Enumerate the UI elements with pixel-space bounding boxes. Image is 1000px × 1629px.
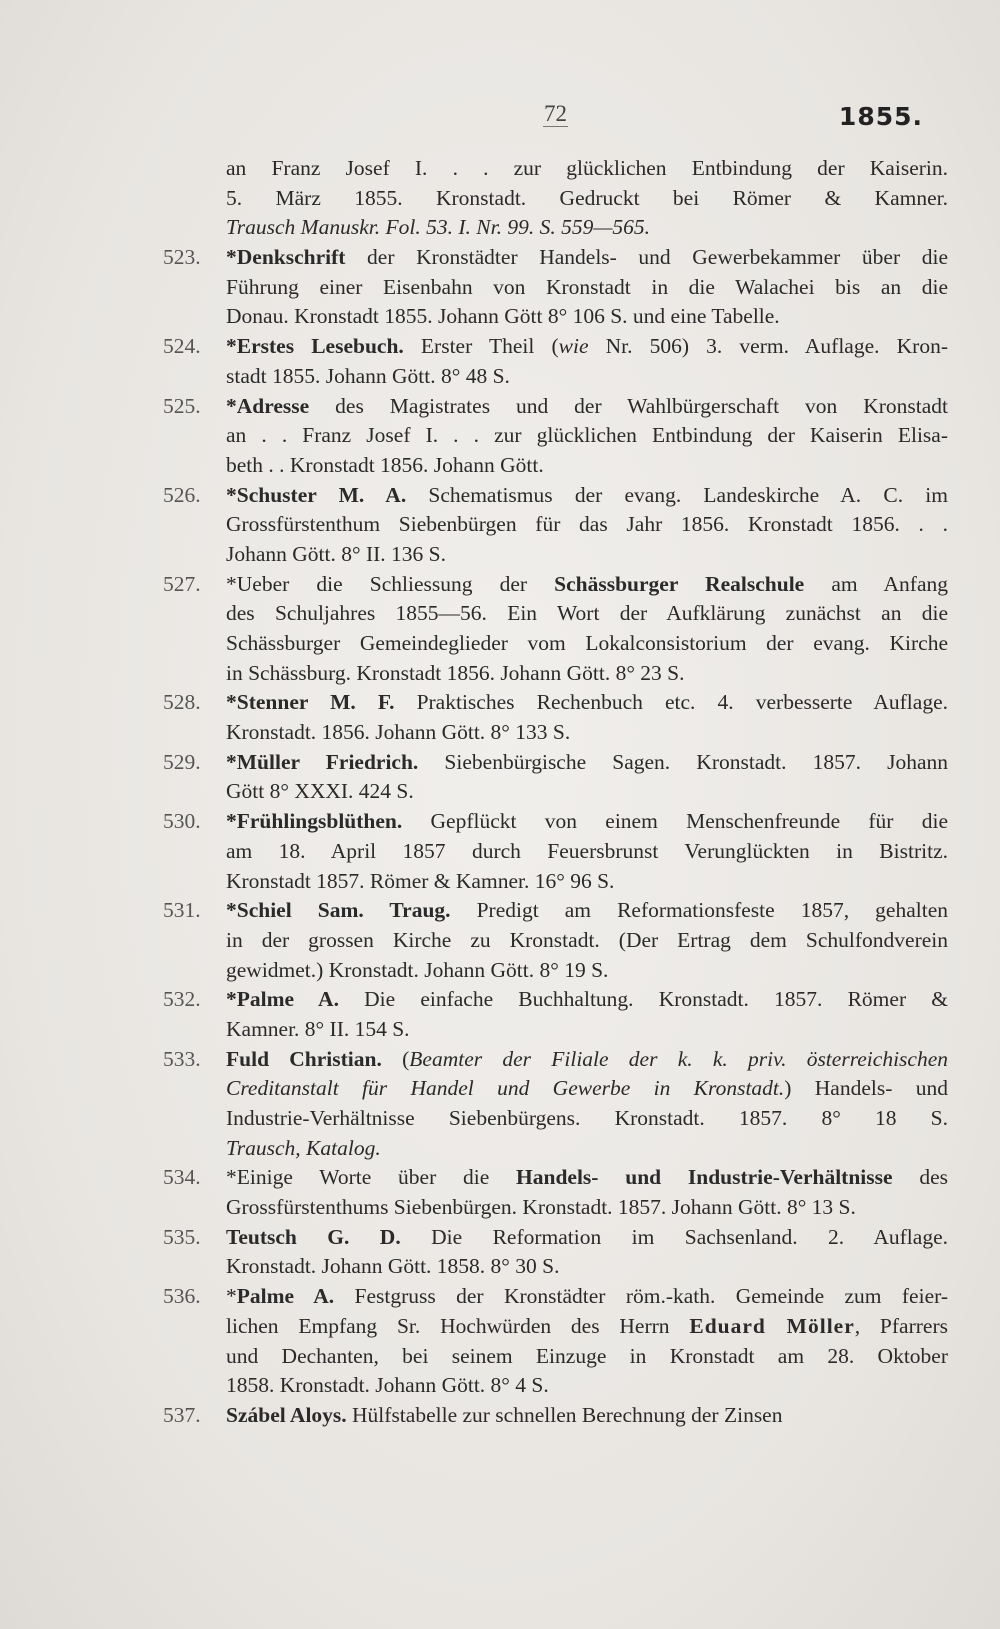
entry-text xyxy=(226,629,948,659)
entry-number: 529. xyxy=(163,749,201,774)
entry-segment: beth . . Kronstadt 1856. Johann Gött. xyxy=(226,452,544,477)
entry-italic-note: Beamter der Filiale der k. k. priv. österreichischen xyxy=(409,1046,948,1071)
entry-segment: an Franz Josef I. . . zur glücklichen Entbindung der Kaiserin. xyxy=(226,156,948,180)
entry-line xyxy=(0,926,1000,956)
bibliography-entry xyxy=(0,1282,1000,1401)
entry-text xyxy=(226,748,948,778)
entry-number: 528. xyxy=(163,690,201,715)
entry-segment: ( xyxy=(381,1046,410,1071)
bibliography-entry xyxy=(0,1401,1000,1431)
entry-segment: Industrie-Verhältnisse Siebenbürgens. Kronstadt. 1857. 8° 18 S. xyxy=(226,1106,948,1130)
entry-number: 527. xyxy=(163,571,201,596)
entry-number: 531. xyxy=(163,898,201,923)
entry-segment: * xyxy=(226,1284,237,1309)
entry-heading: *Erstes Lesebuch. xyxy=(226,334,404,359)
entry-segment: an . . Franz Josef I. . . zur glücklichen Entbindung der Kaiserin Elisa- xyxy=(226,423,948,448)
entry-segment: Die einfache Buchhaltung. Kronstadt. 1857. Römer & xyxy=(338,987,948,1012)
entry-segment: Erster Theil ( xyxy=(403,334,559,359)
entry-segment: Nr. 506) 3. verm. Auflage. Kron- xyxy=(588,334,948,359)
entry-text xyxy=(226,1015,948,1045)
bibliography-entry xyxy=(0,748,1000,807)
entry-text xyxy=(226,599,948,629)
entry-heading: Teutsch G. D. xyxy=(226,1224,401,1249)
entry-line xyxy=(0,421,1000,451)
entry-line xyxy=(0,1163,1000,1193)
entry-heading: Schässburger Realschule xyxy=(554,571,805,596)
bibliography-entry xyxy=(0,243,1000,332)
bibliography-entry xyxy=(0,688,1000,747)
entry-segment: Schässburger Gemeindeglieder vom Lokalconsistorium der evang. Kirche xyxy=(226,631,948,655)
entry-heading: *Stenner M. F. xyxy=(226,690,395,715)
entry-line xyxy=(0,243,1000,273)
entry-heading: Handels- und Industrie-Verhältnisse xyxy=(516,1165,893,1190)
entry-segment: Kronstadt 1857. Römer & Kamner. 16° 96 S. xyxy=(226,868,615,893)
entry-text xyxy=(226,718,948,748)
entry-line xyxy=(0,837,1000,867)
entry-text xyxy=(226,184,948,214)
entry-segment: am 18. April 1857 durch Feuersbrunst Verunglückten in Bistritz. xyxy=(226,838,948,863)
entry-line xyxy=(0,540,1000,570)
entry-number: 525. xyxy=(163,393,201,418)
entry-text xyxy=(226,1342,948,1372)
entry-line xyxy=(0,807,1000,837)
entry-line xyxy=(0,570,1000,600)
bibliography-entry xyxy=(0,807,1000,896)
entry-heading: *Schuster M. A. xyxy=(226,482,407,507)
entry-line xyxy=(0,867,1000,897)
entry-heading: Eduard Möller xyxy=(689,1313,855,1338)
bibliography-entry xyxy=(0,154,1000,243)
entry-segment: Johann Gött. 8° II. 136 S. xyxy=(226,541,447,566)
entry-segment: des Magistrates und der Wahlbürgerschaft von Kronstadt xyxy=(309,393,948,418)
entry-number: 532. xyxy=(163,987,201,1012)
entry-text xyxy=(226,451,948,481)
entry-line xyxy=(0,718,1000,748)
entry-text xyxy=(226,421,948,451)
entry-line xyxy=(0,481,1000,511)
entry-segment: Die Reformation im Sachsenland. 2. Auflage. xyxy=(400,1224,948,1249)
bibliography-entry xyxy=(0,896,1000,985)
entry-heading: Fuld Christian. xyxy=(226,1046,382,1071)
entry-line xyxy=(0,659,1000,689)
entry-line xyxy=(0,1134,1000,1164)
entry-heading: *Müller Friedrich. xyxy=(226,749,419,774)
entry-text xyxy=(226,837,948,867)
entry-text xyxy=(226,540,948,570)
page-header xyxy=(0,96,1000,136)
entry-segment: *Einige Worte über die xyxy=(226,1165,517,1190)
entry-segment: der Kronstädter Handels- und Gewerbekammer über die xyxy=(345,245,948,270)
entry-segment: Schematismus der evang. Landeskirche A. C. im xyxy=(406,482,948,507)
entry-text xyxy=(226,1282,948,1312)
entry-segment: *Ueber die Schliessung der xyxy=(226,571,555,596)
entry-text xyxy=(226,896,948,926)
entry-segment: des Schuljahres 1855—56. Ein Wort der Aufklärung zunächst an die xyxy=(226,601,948,626)
entry-line xyxy=(0,1193,1000,1223)
entry-text xyxy=(226,1223,948,1253)
entry-text xyxy=(226,1074,948,1104)
entry-text xyxy=(226,659,948,689)
entry-text xyxy=(226,777,948,807)
entry-italic-note: Trausch, Katalog. xyxy=(226,1135,381,1160)
bibliography-entry xyxy=(0,985,1000,1044)
entry-heading: Szábel Aloys. xyxy=(226,1402,347,1427)
entry-heading: *Denkschrift xyxy=(226,245,346,270)
entry-number: 524. xyxy=(163,334,201,359)
entry-line xyxy=(0,1104,1000,1134)
entry-segment: ) Handels- und xyxy=(784,1076,948,1101)
entry-line xyxy=(0,451,1000,481)
entry-text xyxy=(226,1312,948,1342)
entry-text xyxy=(226,926,948,956)
entry-text xyxy=(226,985,948,1015)
entry-number: 535. xyxy=(163,1224,201,1249)
entry-line xyxy=(0,956,1000,986)
entry-segment: Kronstadt. 1856. Johann Gött. 8° 133 S. xyxy=(226,720,571,745)
entry-text xyxy=(226,392,948,422)
entry-line xyxy=(0,154,1000,184)
entry-segment: in Schässburg. Kronstadt 1856. Johann Gött. 8° 23 S. xyxy=(226,660,685,685)
entry-segment: Gött 8° XXXI. 424 S. xyxy=(226,779,414,804)
entry-line xyxy=(0,896,1000,926)
entry-number: 537. xyxy=(163,1402,201,1427)
entry-line xyxy=(0,1223,1000,1253)
entry-line xyxy=(0,629,1000,659)
entry-line xyxy=(0,1342,1000,1372)
entry-text xyxy=(226,1163,948,1193)
bibliography-entry xyxy=(0,570,1000,689)
entry-segment: Siebenbürgische Sagen. Kronstadt. 1857. Johann xyxy=(418,749,948,774)
entry-heading: *Palme A. xyxy=(226,987,339,1012)
bibliography-entry xyxy=(0,392,1000,481)
entry-line xyxy=(0,273,1000,303)
bibliography-entry xyxy=(0,481,1000,570)
entry-segment: Donau. Kronstadt 1855. Johann Gött 8° 106 S. und eine Tabelle. xyxy=(226,304,780,329)
entry-line xyxy=(0,1074,1000,1104)
entry-line xyxy=(0,302,1000,332)
entry-text xyxy=(226,243,948,273)
page-number: 72 xyxy=(544,101,567,126)
entry-line xyxy=(0,1401,1000,1431)
entry-segment: Grossfürstenthums Siebenbürgen. Kronstadt. 1857. Johann Gött. 8° 13 S. xyxy=(226,1195,856,1220)
entry-segment: Gepflückt von einem Menschenfreunde für die xyxy=(402,809,948,834)
entry-line xyxy=(0,332,1000,362)
entry-segment: stadt 1855. Johann Gött. 8° 48 S. xyxy=(226,363,510,388)
entry-text xyxy=(226,510,948,540)
entry-number: 523. xyxy=(163,245,201,270)
entry-number: 530. xyxy=(163,809,201,834)
entry-segment: am Anfang xyxy=(804,571,949,596)
entry-italic-note: wie xyxy=(558,334,589,359)
entry-heading: *Frühlingsblüthen. xyxy=(226,809,403,834)
entry-text xyxy=(226,1104,948,1134)
entry-segment: Kamner. 8° II. 154 S. xyxy=(226,1016,410,1041)
entry-line xyxy=(0,1371,1000,1401)
entry-text xyxy=(226,956,948,986)
entry-line xyxy=(0,1045,1000,1075)
entry-line xyxy=(0,985,1000,1015)
entry-line xyxy=(0,599,1000,629)
entry-segment: Kronstadt. Johann Gött. 1858. 8° 30 S. xyxy=(226,1254,560,1279)
entry-segment: Predigt am Reformationsfeste 1857, gehalten xyxy=(450,898,948,923)
entry-text xyxy=(226,273,948,303)
entry-line xyxy=(0,777,1000,807)
entry-text xyxy=(226,867,948,897)
entry-segment: des xyxy=(892,1165,948,1190)
entry-line xyxy=(0,1312,1000,1342)
entry-segment: Hülfstabelle zur schnellen Berechnung der Zinsen xyxy=(346,1402,783,1427)
page-year: 1855. xyxy=(838,102,923,131)
entry-text xyxy=(226,1252,948,1282)
entry-line xyxy=(0,688,1000,718)
entry-text xyxy=(226,1193,948,1223)
entry-text xyxy=(226,807,948,837)
entry-line xyxy=(0,1252,1000,1282)
entry-text xyxy=(226,688,948,718)
entry-segment: Festgruss der Kronstädter röm.-kath. Gemeinde zum feier- xyxy=(334,1284,948,1309)
entry-segment: 5. März 1855. Kronstadt. Gedruckt bei Römer & Kamner. xyxy=(226,185,948,210)
entry-line xyxy=(0,1282,1000,1312)
entry-number: 526. xyxy=(163,482,201,507)
entry-heading: *Schiel Sam. Traug. xyxy=(226,898,451,923)
entry-text xyxy=(226,213,948,243)
bibliography-list xyxy=(0,154,1000,1431)
entry-heading: Palme A. xyxy=(236,1284,335,1309)
entry-text xyxy=(226,481,948,511)
entry-number: 533. xyxy=(163,1046,201,1071)
bibliography-entry xyxy=(0,1223,1000,1282)
entry-segment: Führung einer Eisenbahn von Kronstadt in die Walachei bis an die xyxy=(226,274,948,299)
entry-line xyxy=(0,184,1000,214)
entry-line xyxy=(0,748,1000,778)
entry-line xyxy=(0,510,1000,540)
entry-segment: Praktisches Rechenbuch etc. 4. verbesserte Auflage. xyxy=(394,690,948,715)
entry-text xyxy=(226,1401,948,1431)
entry-number: 536. xyxy=(163,1284,201,1309)
entry-heading: *Adresse xyxy=(226,393,310,418)
entry-italic-note: Creditanstalt für Handel und Gewerbe in Kronstadt. xyxy=(226,1076,785,1101)
bibliography-entry xyxy=(0,332,1000,391)
entry-segment: lichen Empfang Sr. Hochwürden des Herrn xyxy=(226,1313,690,1338)
entry-number: 534. xyxy=(163,1165,201,1190)
entry-text xyxy=(226,570,948,600)
entry-segment: , Pfarrers xyxy=(854,1313,948,1338)
bibliography-entry xyxy=(0,1163,1000,1222)
entry-segment: in der grossen Kirche zu Kronstadt. (Der Ertrag dem Schulfondverein xyxy=(226,927,948,952)
entry-segment: und Dechanten, bei seinem Einzuge in Kronstadt am 28. Oktober xyxy=(226,1343,948,1368)
entry-segment: Grossfürstenthum Siebenbürgen für das Jahr 1856. Kronstadt 1856. . . xyxy=(226,512,948,537)
entry-text xyxy=(226,1134,948,1164)
entry-line xyxy=(0,1015,1000,1045)
bibliography-entry xyxy=(0,1045,1000,1164)
entry-segment: gewidmet.) Kronstadt. Johann Gött. 8° 19 S. xyxy=(226,957,609,982)
entry-line xyxy=(0,362,1000,392)
entry-segment: 1858. Kronstadt. Johann Gött. 8° 4 S. xyxy=(226,1373,549,1398)
entry-text xyxy=(226,154,948,184)
entry-text xyxy=(226,1371,948,1401)
entry-text xyxy=(226,1045,948,1075)
entry-text xyxy=(226,362,948,392)
entry-italic-note: Trausch Manuskr. Fol. 53. I. Nr. 99. S. 559—565. xyxy=(226,215,651,240)
entry-line xyxy=(0,392,1000,422)
entry-line xyxy=(0,213,1000,243)
entry-text xyxy=(226,332,948,362)
entry-text xyxy=(226,302,948,332)
